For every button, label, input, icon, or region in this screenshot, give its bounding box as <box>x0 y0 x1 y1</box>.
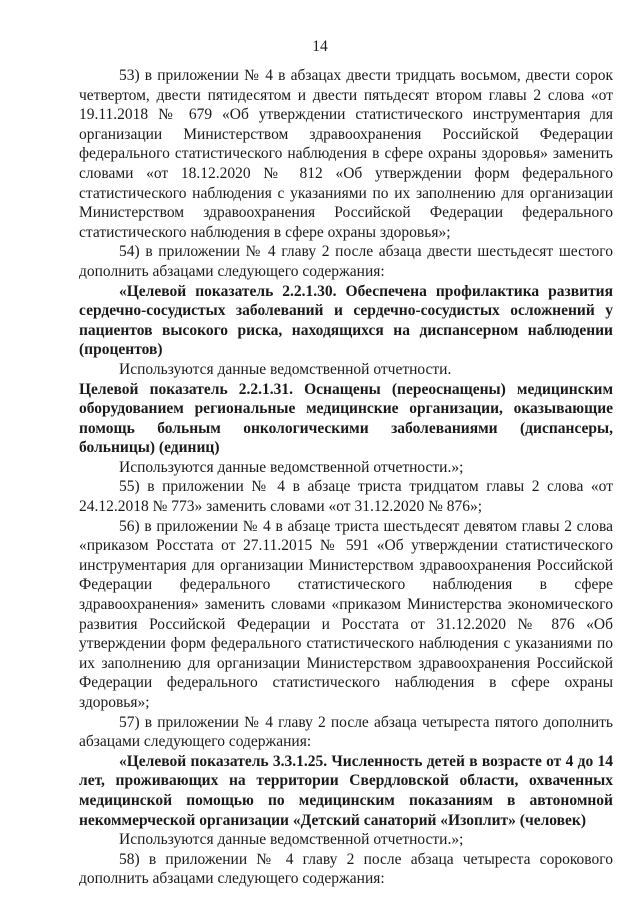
paragraph-54: 54) в приложении № 4 главу 2 после абзаца двести шестьдесят шестого дополнить абзацами следующего содержания: <box>79 243 613 280</box>
data-source-note: Используются данные ведомственной отчетности. <box>119 360 452 378</box>
paragraph-58: 58) в приложении № 4 главу 2 после абзаца четыреста сорокового дополнить абзацами следующего содержания: <box>79 850 613 888</box>
paragraph-57: 57) в приложении № 4 главу 2 после абзаца четыреста пятого дополнить абзацами следующего содержания: <box>79 713 613 751</box>
data-source-note: Используются данные ведомственной отчетности.»; <box>119 458 464 476</box>
target-indicator-3-3-1-25: «Целевой показатель 3.3.1.25. Численность детей в возрасте от 4 до 14 лет, проживающих на территории Свердловской области, охваченных медицинской помощью по медицинским показаниям в автономной некоммерческой организации «Детский санаторий «Изоплит» (человек) <box>79 752 613 829</box>
page-number: 14 <box>312 38 328 55</box>
paragraph-55: 55) в приложении № 4 в абзаце триста тридцатом главы 2 слова «от 24.12.2018 № 773» заменить словами «от 31.12.2020 № 876»; <box>79 478 613 516</box>
target-indicator-2-2-1-30: «Целевой показатель 2.2.1.30. Обеспечена профилактика развития сердечно-сосудистых заболеваний и сердечно-сосудистых осложнений у пациентов высокого риска, находящихся на диспансерном наблюдении (процентов) <box>79 282 613 359</box>
document-body <box>79 66 613 889</box>
data-source-note: Используются данные ведомственной отчетности.»; <box>119 831 464 849</box>
target-indicator-2-2-1-31: Целевой показатель 2.2.1.31. Оснащены (переоснащены) медицинским оборудованием региональные медицинские организации, оказывающие помощь больным онкологическими заболеваниями (диспансеры, больницы) (единиц) <box>79 380 613 457</box>
paragraph-53: 53) в приложении № 4 в абзацах двести тридцать восьмом, двести сорок четвертом, двести пятидесятом и двести пятьдесят втором главы 2 слова «от 19.11.2018 № 679 «Об утверждении статистического инструментария для организации Министерством здравоохранения Российской Федерации федерального статистического наблюдения в сфере охраны здоровья» заменить словами «от 18.12.2020 № 812 «Об утверждении форм федерального статистического наблюдения с указаниями по их заполнению для организации Министерством здравоохранения Российской Федерации федерального статистического наблюдения в сфере охраны здоровья»; <box>79 67 613 241</box>
paragraph-56: 56) в приложении № 4 в абзаце триста шестьдесят девятом главы 2 слова «приказом Росстата от 27.11.2015 № 591 «Об утверждении статистического инструментария для организации Министерством здравоохранения Российской Федерации федерального статистического наблюдения в сфере здравоохранения» заменить словами «приказом Министерства экономического развития Российской Федерации и Росстата от 31.12.2020 № 876 «Об утверждении форм федерального статистического наблюдения с указаниями по их заполнению для организации Министерством здравоохранения Российской Федерации федерального статистического наблюдения в сфере охраны здоровья»; <box>79 517 613 711</box>
